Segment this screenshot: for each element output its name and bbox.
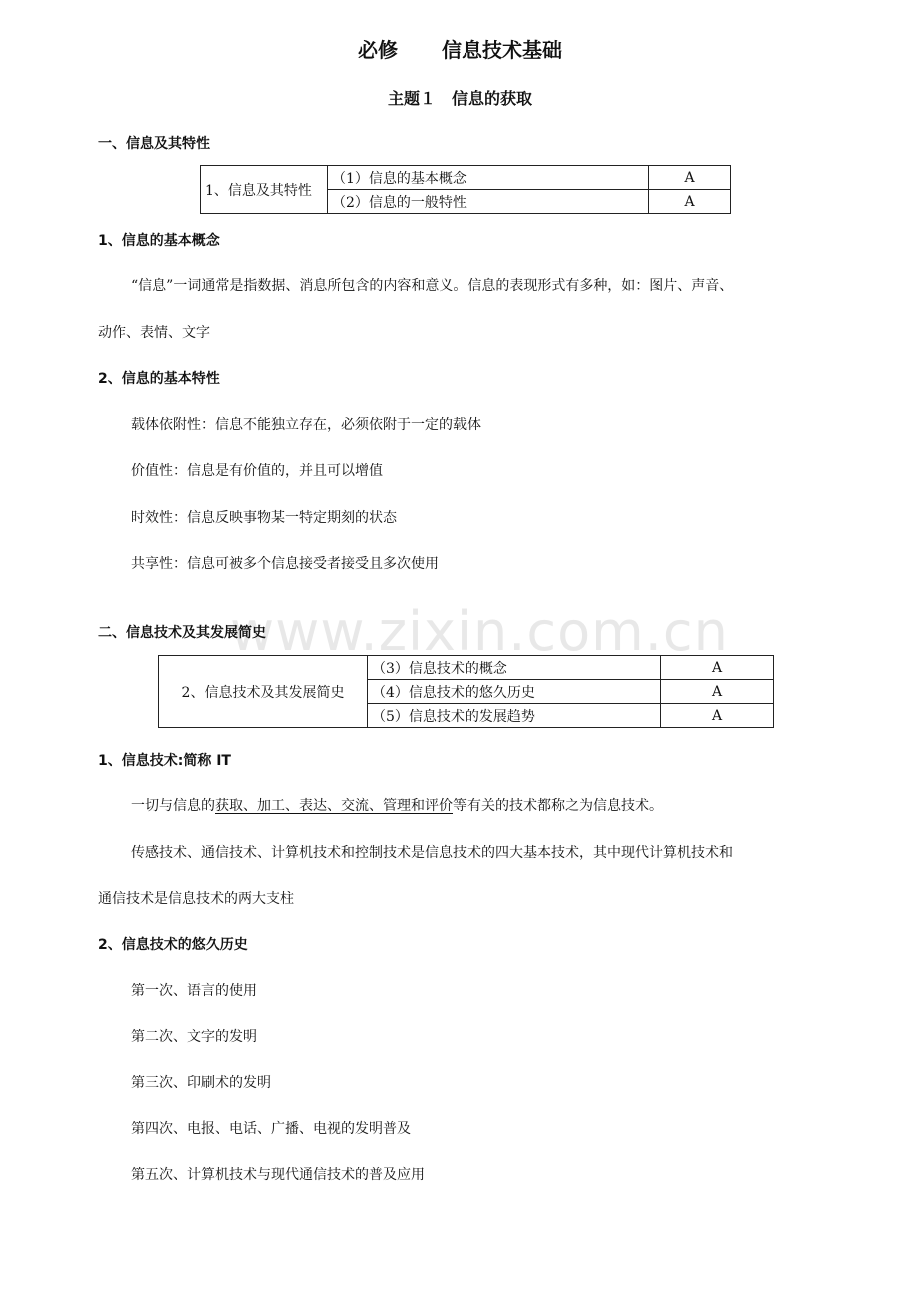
table-item-cell: （1）信息的基本概念 [328,166,649,190]
section1-sub2-heading: 2、信息的基本特性 [98,371,220,387]
table-level-cell: A [649,166,731,190]
table-item-cell: （4）信息技术的悠久历史 [368,680,661,704]
list-item: 载体依附性：信息不能独立存在，必须依附于一定的载体 [131,417,481,433]
section2-heading: 二、信息技术及其发展简史 [98,625,266,641]
paragraph-line: 动作、表情、文字 [98,325,210,341]
table-item-cell: （3）信息技术的概念 [368,656,661,680]
subtitle-right: 信息的获取 [452,89,533,108]
table-row [159,656,774,680]
table-level-cell: A [661,656,774,680]
title-right: 信息技术基础 [442,38,562,62]
table-item-cell: （5）信息技术的发展趋势 [368,704,661,728]
section2-sub2-heading: 2、信息技术的悠久历史 [98,937,248,953]
list-item: 共享性：信息可被多个信息接受者接受且多次使用 [131,556,439,572]
table-row [201,166,731,190]
table-level-cell: A [661,704,774,728]
table-level-cell: A [661,680,774,704]
section1-table [200,165,731,214]
paragraph-line [131,795,663,815]
table-group-cell: 1、信息及其特性 [201,166,328,214]
list-item: 时效性：信息反映事物某一特定期刻的状态 [131,510,397,526]
section1-heading: 一、信息及其特性 [98,136,210,152]
text-span: 等有关的技术都称之为信息技术。 [453,798,663,814]
paragraph-line: 传感技术、通信技术、计算机技术和控制技术是信息技术的四大基本技术，其中现代计算机技术和 [131,845,733,861]
subtitle-left: 主题１ [387,89,436,108]
title-left: 必修 [358,38,398,62]
table-group-cell: 2、信息技术及其发展简史 [159,656,368,728]
document-subtitle [0,86,920,109]
watermark: www.zixin.com.cn [230,600,729,663]
paragraph-line: 通信技术是信息技术的两大支柱 [98,891,294,907]
section2-sub1-heading: 1、信息技术:简称 IT [98,753,231,769]
table-item-cell: （2）信息的一般特性 [328,190,649,214]
section2-table [158,655,774,728]
table-level-cell: A [649,190,731,214]
list-item: 第二次、文字的发明 [131,1029,257,1045]
list-item: 价值性：信息是有价值的，并且可以增值 [131,463,383,479]
text-span: 一切与信息的 [131,798,215,814]
list-item: 第一次、语言的使用 [131,983,257,999]
list-item: 第四次、电报、电话、广播、电视的发明普及 [131,1121,411,1137]
underlined-text: 获取、加工、表达、交流、管理和评价 [215,798,453,814]
paragraph-line: “信息”一词通常是指数据、消息所包含的内容和意义。信息的表现形式有多种，如：图片、声音、 [131,278,734,294]
section1-sub1-heading: 1、信息的基本概念 [98,233,220,249]
list-item: 第五次、计算机技术与现代通信技术的普及应用 [131,1167,425,1183]
document-title [0,34,920,63]
list-item: 第三次、印刷术的发明 [131,1075,271,1091]
